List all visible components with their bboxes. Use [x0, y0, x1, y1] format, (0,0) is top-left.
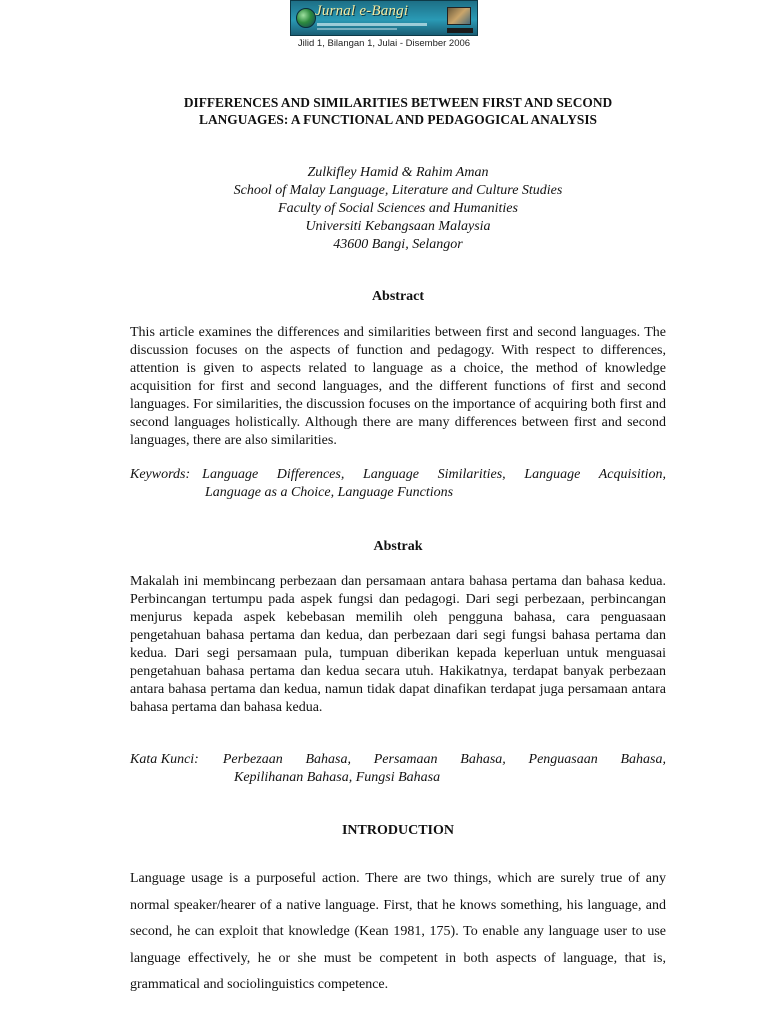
abstrak-body: Makalah ini membincang perbezaan dan persamaan antara bahasa pertama dan bahasa kedua. Perbincangan tertumpu pada aspek fungsi dan pedagogi. Dari segi perbezaan, perbincangan menjurus kepada aspek kebebasan memilih oleh pengguna bahasa, cara penguasaan pengetahuan bahasa pertama dan kedua, dan perbezaan dari segi fungsi bahasa pertama dan kedua. Dari segi persamaan pula, tumpuan diberikan kepada keperluan untuk menguasai pengetahuan bahasa pertama dan kedua secara utuh. Hakikatnya, terdapat banyak perbezaan antara bahasa pertama dan kedua, namun tidak dapat dinafikan terdapat juga persamaan antara bahasa pertama dan bahasa kedua.	[130, 574, 666, 715]
globe-icon	[296, 8, 316, 28]
affiliation-faculty: Faculty of Social Sciences and Humanities	[278, 201, 518, 216]
banner-tagline-bar-2	[317, 28, 397, 30]
introduction-body: Language usage is a purposeful action. There are two things, which are surely true of any normal speaker/hearer of a native language. First, that he knows something, his language, and second, he can exploit that knowledge (Kean 1981, 175). To enable any language user to use language effectively, he or she must be competent in both aspects of language, that is, grammatical and sociolinguistics competence.	[130, 871, 666, 992]
affiliation-address: 43600 Bangi, Selangor	[333, 237, 463, 252]
keywords-line-2: Language as a Choice, Language Functions	[205, 485, 454, 500]
abstract-heading: Abstract	[371, 289, 425, 304]
issue-info: Jilid 1, Bilangan 1, Julai - Disember 2006	[297, 38, 471, 49]
kata-kunci-line-2: Kepilihanan Bahasa, Fungsi Bahasa	[234, 770, 441, 785]
author-names: Zulkifley Hamid & Rahim Aman	[307, 165, 489, 180]
affiliation-school: School of Malay Language, Literature and Culture Studies	[233, 183, 563, 198]
keywords-label: Keywords:	[130, 467, 191, 482]
abstrak-keywords	[130, 751, 666, 787]
kata-kunci-line-1: Perbezaan Bahasa, Persamaan Bahasa, Penguasaan Bahasa,	[222, 752, 666, 767]
banner-thumbnail-image	[447, 7, 471, 25]
kata-kunci-label: Kata Kunci:	[130, 752, 199, 767]
abstrak-heading: Abstrak	[373, 539, 423, 554]
keywords-line-1: Language Differences, Language Similarities, Language Acquisition,	[202, 467, 666, 482]
abstract-keywords	[130, 466, 666, 502]
abstract-body: This article examines the differences and similarities between first and second languages. The discussion focuses on the aspects of function and pedagogy. With respect to differences, attention is given to aspects related to language as a choice, the method of knowledge acquisition for first and second languages, and the different functions of first and second languages. For similarities, the discussion focuses on the importance of acquiring both first and second languages holistically. Although there are many differences between first and second languages, there are also similarities.	[130, 325, 666, 448]
affiliation-university: Universiti Kebangsaan Malaysia	[305, 219, 491, 234]
author-block	[130, 164, 666, 254]
banner-tagline-bar	[317, 23, 427, 26]
banner-issn-strip	[447, 28, 473, 33]
paper-title	[130, 94, 666, 128]
introduction-heading: INTRODUCTION	[341, 823, 454, 838]
journal-banner-logo	[290, 0, 478, 36]
journal-name: Jurnal e-Bangi	[315, 3, 409, 19]
paper-title-line-1: DIFFERENCES AND SIMILARITIES BETWEEN FIRST AND SECOND	[183, 95, 613, 110]
paper-title-line-2: LANGUAGES: A FUNCTIONAL AND PEDAGOGICAL ANALYSIS	[199, 112, 597, 127]
